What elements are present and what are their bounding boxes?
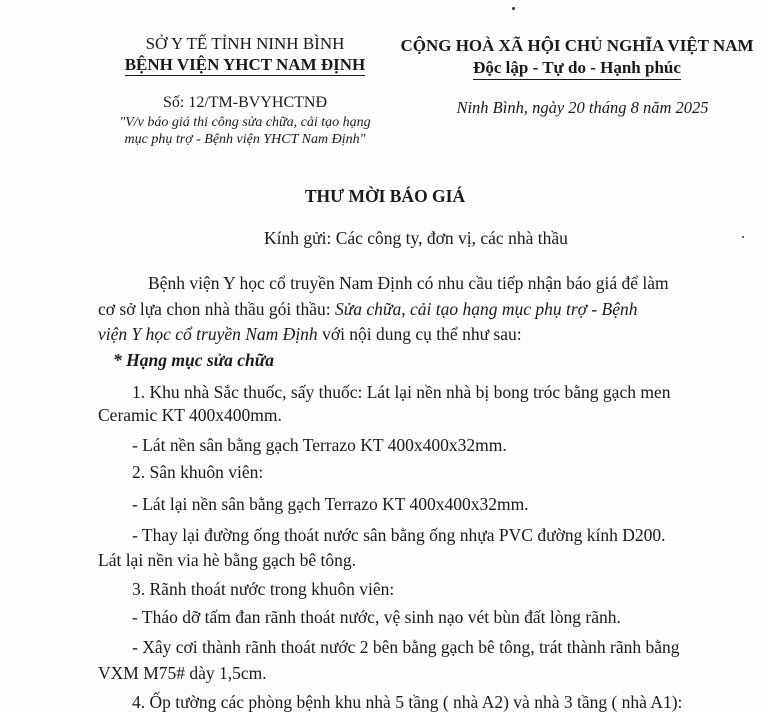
subject-line-1: "V/v báo giá thi công sửa chữa, cải tạo hạng [119,115,371,130]
intro-line-3-suffix: với nội dung cụ thể như sau: [317,324,522,344]
subject-line-2: mục phụ trợ - Bệnh viện YHCT Nam Định" [124,132,366,147]
item-line: 1. Khu nhà Sắc thuốc, sấy thuốc: Lát lại nền nhà bị bong tróc bằng gạch men [132,382,671,402]
subject-line [90,114,400,148]
item-line: 2. Sân khuôn viên: [132,462,264,482]
intro-line-1: Bệnh viện Y học cổ truyền Nam Định có nhu cầu tiếp nhận báo giá để làm [148,273,669,293]
intro-line-2-prefix: cơ sở lựa chon nhà thầu gói thầu: [98,299,335,319]
header-right [392,35,762,80]
item-line: VXM M75# dày 1,5cm. [98,663,267,683]
document-number: Số: 12/TM-BVYHCTNĐ [162,94,327,111]
header-left [100,34,390,76]
scan-speck [742,236,744,238]
document-date: Ninh Bình, ngày 20 tháng 8 năm 2025 [456,98,709,117]
item-line: 4. Ốp tường các phòng bệnh khu nhà 5 tầng ( nhà A2) và nhà 3 tầng ( nhà A1): [132,692,683,712]
hospital-name: BỆNH VIỆN YHCT NAM ĐỊNH [124,55,366,74]
item-line: Ceramic KT 400x400mm. [98,405,282,425]
item-line: - Lát lại nền sân bằng gạch Terrazo KT 400x400x32mm. [132,494,529,514]
item-line: Lát lại nền via hè bằng gạch bê tông. [98,550,357,570]
section-heading: * Hạng mục sửa chữa [113,350,274,370]
motto: Độc lập - Tự do - Hạnh phúc [473,57,681,80]
intro-line-3 [98,324,522,345]
ministry-name: SỞ Y TẾ TỈNH NINH BÌNH [145,34,345,53]
intro-line-3-italic: viện Y học cổ truyền Nam Định [98,324,318,344]
page-title: THƯ MỜI BÁO GIÁ [304,186,466,206]
item-line: - Xây cơi thành rãnh thoát nước 2 bên bằng gạch bê tông, trát thành rãnh bằng [132,637,680,657]
item-line: 3. Rãnh thoát nước trong khuôn viên: [132,579,395,599]
intro-line-2-italic: Sửa chữa, cải tạo hạng mục phụ trợ - Bệnh [334,299,638,319]
item-line: - Thay lại đường ống thoát nước sân bằng ống nhựa PVC đường kính D200. [132,525,666,545]
item-line: - Lát nền sân bằng gạch Terrazo KT 400x400x32mm. [132,435,507,455]
intro-line-2 [98,299,638,320]
scan-speck [512,7,515,10]
recipient: Kính gửi: Các công ty, đơn vị, các nhà thầu [264,228,568,248]
country-name: CỘNG HOÀ XÃ HỘI CHỦ NGHĨA VIỆT NAM [400,36,754,55]
item-line: - Tháo dỡ tấm đan rãnh thoát nước, vệ sinh nạo vét bùn đất lòng rãnh. [132,607,621,627]
